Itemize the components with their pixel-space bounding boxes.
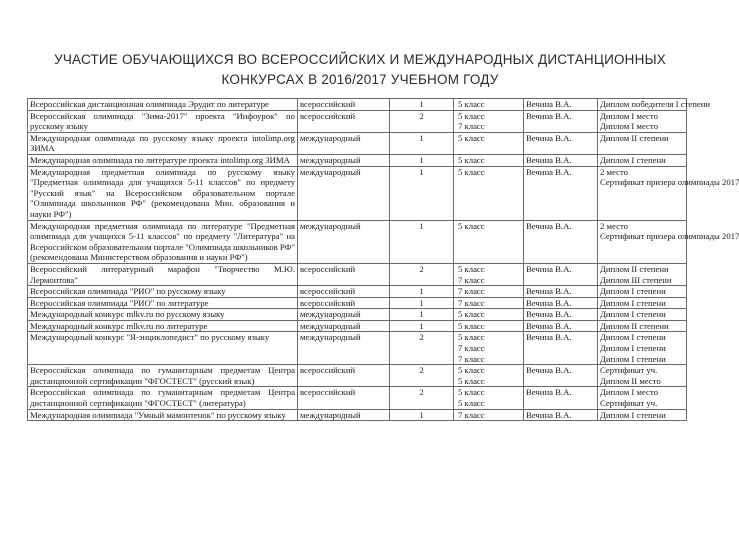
class-cell <box>454 297 524 309</box>
results-table-container <box>27 98 739 540</box>
result-cell-line: Диплом I степени <box>600 309 666 320</box>
teacher-cell-line: Вечина В.А. <box>526 166 572 177</box>
level-cell: всероссийский <box>298 263 390 285</box>
result-cell-line: Диплом I место <box>600 110 658 121</box>
participants-count-cell: 1 <box>390 309 454 321</box>
class-cell-line: 5 класс <box>458 99 485 109</box>
level-cell: международный <box>298 220 390 263</box>
class-cell-line: 5 класс <box>458 110 485 121</box>
class-cell-line: 5 класс <box>458 309 485 320</box>
result-cell-line: Сертификат уч. <box>600 365 658 376</box>
class-cell-line: 5 класс <box>458 332 485 343</box>
contest-name-cell: Международный конкурс mlkv.ru по русскому языку <box>28 309 298 321</box>
result-cell-line: Диплом I место <box>600 121 658 132</box>
teacher-cell-line: Вечина В.А. <box>526 309 572 320</box>
participants-count-cell: 2 <box>390 332 454 365</box>
class-cell-line: 7 класс <box>458 274 485 285</box>
result-cell-line: Диплом II место <box>600 375 661 386</box>
participants-count-cell: 1 <box>390 220 454 263</box>
contest-name-cell: Международная олимпиада по литературе проекта intolimp.org ЗИМА <box>28 154 298 166</box>
result-cell <box>598 320 687 332</box>
table-row <box>28 99 687 111</box>
contest-name-cell: Всероссийская олимпиада "Зима-2017" проекта "Инфоурок" по русскому языку <box>28 110 298 132</box>
contest-name-cell: Международный конкурс mlkv.ru по литературе <box>28 320 298 332</box>
participants-count-cell: 1 <box>390 320 454 332</box>
participants-count-cell: 1 <box>390 154 454 166</box>
results-table-body <box>28 99 739 421</box>
level-cell: всероссийский <box>298 99 390 111</box>
teacher-cell <box>524 332 598 365</box>
level-cell: международный <box>298 154 390 166</box>
participants-count-cell: 1 <box>390 297 454 309</box>
class-cell-line: 5 класс <box>458 263 485 274</box>
contest-name-cell: Международная предметная олимпиада по литературе "Предметная олимпиада для учащихся 5-11 классов" по предмету "Литература" на Всероссийском образовательном портале "Олимпиада школьников РФ" (рекомендована Министерством образования и науки РФ") <box>28 220 298 263</box>
contest-name-cell: Всероссийская олимпиада по гуманитарным предметам Центра дистанционной сертификации "ФГОСТЕСТ" (литература) <box>28 387 298 409</box>
class-cell-line: 7 класс <box>458 353 485 364</box>
class-cell <box>454 99 524 111</box>
participants-count-cell: 1 <box>390 409 454 421</box>
table-row <box>28 220 687 263</box>
table-row <box>28 332 687 365</box>
teacher-cell <box>524 220 598 263</box>
teacher-cell <box>524 110 598 132</box>
class-cell <box>454 110 524 132</box>
result-cell <box>598 409 687 421</box>
teacher-cell <box>524 99 598 111</box>
class-cell <box>454 309 524 321</box>
class-cell-line: 7 класс <box>458 297 485 308</box>
result-cell-line: Диплом III степени <box>600 274 672 285</box>
result-cell <box>598 309 687 321</box>
table-row <box>28 387 687 409</box>
table-row <box>28 263 687 285</box>
class-cell <box>454 132 524 154</box>
class-cell <box>454 332 524 365</box>
level-cell: международный <box>298 320 390 332</box>
class-cell-line: 7 класс <box>458 409 485 420</box>
result-cell-line: Диплом I степени <box>600 332 666 343</box>
teacher-cell-line: Вечина В.А. <box>526 332 572 343</box>
table-row <box>28 154 687 166</box>
class-cell-line: 5 класс <box>458 154 485 165</box>
result-cell-line: Сертификат призера олимпиады 2017 <box>600 231 739 242</box>
result-cell <box>598 110 687 132</box>
result-cell-line: Диплом II степени <box>600 132 669 143</box>
contest-name-cell: Всероссийский литературный марафон "Творчество М.Ю. Лермонтова" <box>28 263 298 285</box>
title-line-1: УЧАСТИЕ ОБУЧАЮЩИХСЯ ВО ВСЕРОССИЙСКИХ И МЕЖДУНАРОДНЫХ ДИСТАНЦИОННЫХ <box>54 52 666 67</box>
teacher-cell-line: Вечина В.А. <box>526 320 572 331</box>
level-cell: всероссийский <box>298 110 390 132</box>
result-cell-line: Диплом I степени <box>600 409 666 420</box>
teacher-cell <box>524 263 598 285</box>
class-cell-line: 7 класс <box>458 286 485 297</box>
result-cell <box>598 99 711 111</box>
participants-count-cell: 2 <box>390 263 454 285</box>
result-cell-line: Диплом I степени <box>600 343 666 354</box>
participants-count-cell: 1 <box>390 166 454 220</box>
class-cell-line: 5 класс <box>458 398 485 409</box>
result-cell <box>598 365 687 387</box>
teacher-cell-line: Вечина В.А. <box>526 220 572 231</box>
title-line-2: КОНКУРСАХ В 2016/2017 УЧЕБНОМ ГОДУ <box>221 72 499 87</box>
table-row <box>28 409 687 421</box>
teacher-cell <box>524 297 598 309</box>
participants-count-cell: 2 <box>390 387 454 409</box>
result-cell-line: Диплом I степени <box>600 353 666 364</box>
result-cell-line: Диплом победителя I степени <box>600 99 711 109</box>
result-cell <box>598 297 687 309</box>
level-cell: международный <box>298 309 390 321</box>
teacher-cell <box>524 286 598 298</box>
contest-name-cell: Всероссийская олимпиада "РИО" по русскому языку <box>28 286 298 298</box>
result-cell-line: Сертификат призера олимпиады 2017 <box>600 177 739 188</box>
table-row <box>28 110 687 132</box>
result-cell <box>598 166 739 220</box>
class-cell <box>454 365 524 387</box>
contest-name-cell: Международная предметная олимпиада по русскому языку "Предметная олимпиада для учащихся 5-11 классов" по предмету "Русский язык" на Всероссийском образовательном портале "Олимпиада школьников РФ" (рекомендована Мин. образования и науки РФ") <box>28 166 298 220</box>
class-cell <box>454 409 524 421</box>
result-cell <box>598 132 687 154</box>
participants-count-cell: 1 <box>390 132 454 154</box>
result-cell-line: Диплом II степени <box>600 263 669 274</box>
teacher-cell-line: Вечина В.А. <box>526 110 572 121</box>
document-title <box>20 50 700 90</box>
class-cell-line: 7 класс <box>458 343 485 354</box>
result-cell-line: Диплом I степени <box>600 286 666 297</box>
teacher-cell-line: Вечина В.А. <box>526 99 572 109</box>
class-cell-line: 5 класс <box>458 166 485 177</box>
table-row <box>28 309 687 321</box>
teacher-cell-line: Вечина В.А. <box>526 154 572 165</box>
class-cell <box>454 263 524 285</box>
table-row <box>28 365 687 387</box>
result-cell <box>598 154 687 166</box>
result-cell-line: Диплом I степени <box>600 297 666 308</box>
results-table <box>27 98 739 421</box>
result-cell-line: Диплом I степени <box>600 154 666 165</box>
class-cell <box>454 320 524 332</box>
result-cell-line: Диплом I место <box>600 387 658 398</box>
contest-name-cell: Международная олимпиада "Умный мамонтенок" по русскому языку <box>28 409 298 421</box>
result-cell <box>598 220 739 263</box>
teacher-cell-line: Вечина В.А. <box>526 365 572 376</box>
class-cell-line: 5 класс <box>458 375 485 386</box>
level-cell: международный <box>298 409 390 421</box>
class-cell-line: 5 класс <box>458 132 485 143</box>
table-row <box>28 286 687 298</box>
class-cell-line: 5 класс <box>458 220 485 231</box>
table-row <box>28 320 687 332</box>
teacher-cell <box>524 387 598 409</box>
participants-count-cell: 2 <box>390 365 454 387</box>
participants-count-cell: 2 <box>390 110 454 132</box>
table-row <box>28 132 687 154</box>
teacher-cell <box>524 320 598 332</box>
teacher-cell <box>524 166 598 220</box>
teacher-cell-line: Вечина В.А. <box>526 387 572 398</box>
teacher-cell-line: Вечина В.А. <box>526 297 572 308</box>
result-cell-line: 2 место <box>600 166 628 177</box>
teacher-cell-line: Вечина В.А. <box>526 263 572 274</box>
class-cell <box>454 220 524 263</box>
result-cell-line: 2 место <box>600 220 628 231</box>
teacher-cell-line: Вечина В.А. <box>526 286 572 297</box>
class-cell-line: 5 класс <box>458 387 485 398</box>
class-cell <box>454 387 524 409</box>
teacher-cell <box>524 132 598 154</box>
class-cell <box>454 166 524 220</box>
contest-name-cell: Международная олимпиада по русскому языку проекта intolimp.org ЗИМА <box>28 132 298 154</box>
teacher-cell <box>524 365 598 387</box>
contest-name-cell: Всероссийская олимпиада по гуманитарным предметам Центра дистанционной сертификации "ФГОСТЕСТ" (русский язык) <box>28 365 298 387</box>
contest-name-cell: Международный конкурс "Я-энциклопедист" по русскому языку <box>28 332 298 365</box>
participants-count-cell: 1 <box>390 99 454 111</box>
teacher-cell-line: Вечина В.А. <box>526 132 572 143</box>
teacher-cell <box>524 409 598 421</box>
level-cell: международный <box>298 332 390 365</box>
class-cell <box>454 286 524 298</box>
table-row <box>28 297 687 309</box>
class-cell-line: 7 класс <box>458 121 485 132</box>
level-cell: всероссийский <box>298 387 390 409</box>
class-cell-line: 5 класс <box>458 320 485 331</box>
result-cell <box>598 286 687 298</box>
result-cell <box>598 263 687 285</box>
result-cell-line: Диплом II степени <box>600 320 669 331</box>
result-cell <box>598 387 687 409</box>
class-cell-line: 5 класс <box>458 365 485 376</box>
teacher-cell-line: Вечина В.А. <box>526 409 572 420</box>
level-cell: международный <box>298 166 390 220</box>
teacher-cell <box>524 309 598 321</box>
participants-count-cell: 1 <box>390 286 454 298</box>
result-cell-line: Сертификат уч. <box>600 398 658 409</box>
contest-name-cell: Всероссийская олимпиада "РИО" по литературе <box>28 297 298 309</box>
contest-name-cell: Всероссийская дистанционная олимпиада Эрудит по литературе <box>28 99 298 111</box>
level-cell: всероссийский <box>298 286 390 298</box>
level-cell: всероссийский <box>298 365 390 387</box>
result-cell <box>598 332 687 365</box>
table-row <box>28 166 687 220</box>
level-cell: всероссийский <box>298 297 390 309</box>
class-cell <box>454 154 524 166</box>
teacher-cell <box>524 154 598 166</box>
level-cell: международный <box>298 132 390 154</box>
